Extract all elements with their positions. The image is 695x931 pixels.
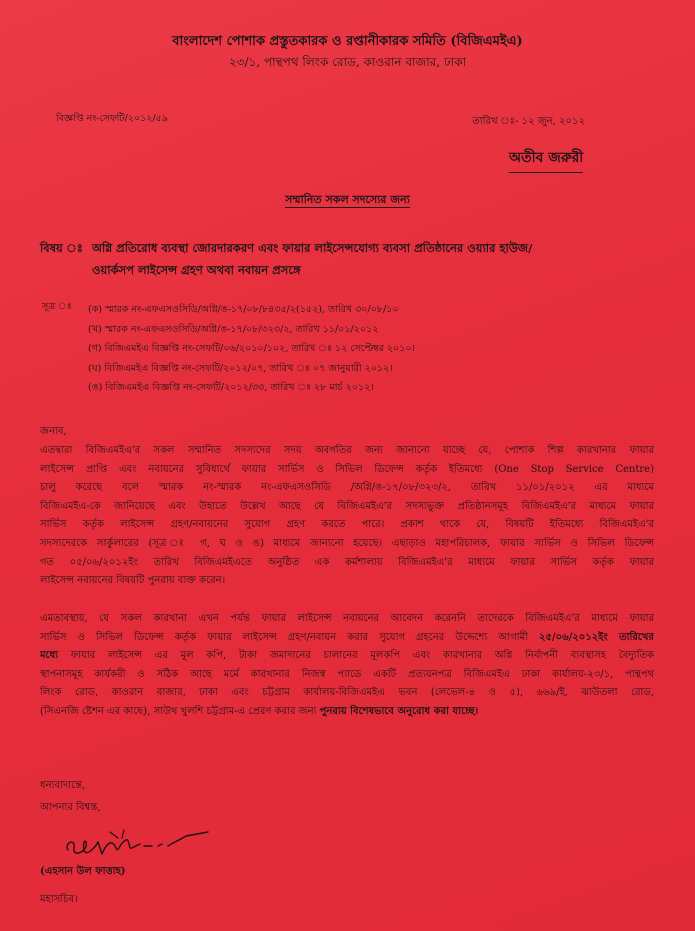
recipients-text: সম্মানিত সকল সদস্যের জন্য [285, 193, 410, 206]
recipients-heading [0, 191, 695, 210]
body-text: (সিএনজি ষ্টেশন এর কাছে), সাউথ খুলশি চট্টগ্রাম-এ প্রেরণ করার জন্য [40, 705, 320, 717]
salutation: জনাব, [40, 426, 67, 437]
org-name: বাংলাদেশ পোশাক প্রস্তুতকারক ও রপ্তানীকারক সমিতি (বিজিএমইএ) [172, 34, 523, 49]
signature-scribble [62, 824, 212, 864]
reference-item: (খ) স্মারক নং-এফএসওসিডি/অগ্নি/ঙ-১৭/০৮/৩২৩/২, তারিখ ১১/০১/২০১২ [88, 323, 379, 335]
notice-date: তারিখ ঃ- ১২ জুন, ২০১২ [472, 116, 585, 127]
body-paragraph-2 [40, 610, 654, 722]
org-address: ২৩/১, পান্থপথ লিংক রোড, কাওরান বাজার, ঢাকা [228, 55, 467, 69]
body-line: স্থাপনাসমূহ কার্যকরী ও সঠিক আছে মর্মে কারখানার নিজস্ব প্যাডে একটি প্রত্যয়নপত্র বিজিএমইএ ঢাকা কার্যালয়-২৩/১, পান্থপথ [40, 668, 654, 680]
deadline-date: ২৫/০৬/২০১২ইং তারিখের [539, 631, 654, 643]
signer-name: (এহসান উল ফাত্তাহ) [40, 866, 126, 877]
references-list [42, 300, 652, 398]
closing-yours: আপনার বিশ্বস্ত, [40, 802, 101, 813]
references-block [42, 300, 652, 398]
reference-item: (গ) বিজিএমইএ বিজ্ঞপ্তি নং-সেফটি/০৬/২০১০/১০২, তারিখ ঃ ১২ সেপ্টেম্বর ২০১০। [88, 343, 415, 354]
reference-item: (ঘ) বিজিএমইএ বিজ্ঞপ্তি নং-সেফটি/২০১২/০৭, তারিখ ঃ ০৭ জানুয়ারী ২০১২। [88, 362, 393, 374]
subject-block [40, 237, 680, 281]
subject-line-2: ওয়ার্কসপ লাইসেন্স গ্রহণ অথবা নবায়ন প্রসঙ্গে [92, 263, 301, 277]
body-text: সার্ভিস ও সিভিল ডিফেন্স কর্তৃক ফায়ার লাইসেন্স গ্রহণ/নবায়ন করার সুযোগ গ্রহনের উদ্দেশ্যে আগামী [40, 631, 539, 643]
subject-label: বিষয় ঃ [40, 241, 83, 255]
reference-number: বিজ্ঞপ্তি নং-সেফটি/২০১২/৫৯ [56, 113, 169, 124]
body-text: ফায়ার লাইসেন্স এর মূল কপি, টাকা জমাদানের চালানের মূলকপি এবং কারখানার অগ্নি নির্বাপনী ব্যবস্থাসহ বৈদ্যুতিক [58, 650, 654, 662]
body-line: লাইসেন্স প্রাপ্তি এবং নবায়নের সুবিধার্থে ফায়ার সার্ভিস ও সিভিল ডিফেন্স কর্তৃক ইতিমধ্যে (One Stop Service Centre) [40, 463, 654, 475]
signer-title: মহাসচিব। [40, 894, 78, 905]
body-paragraph-1 [40, 442, 654, 591]
body-line: লিংক রোড, কাওরান বাজার, ঢাকা এবং চট্টগ্রাম কার্যালয়-বিজিএমইএ ভবন (লেভেল-৪ ও ৫), ৬৬৯/ই, ঝাউতলা রোড, [40, 687, 654, 699]
body-line: বিজিএমইএ-কে জানিয়েছে এবং উহাতে উল্লেখ আছে যে বিজিএমইএ'র সদস্যভুক্ত প্রতিষ্ঠানসমূহ বিজিএমইএ'র মাধ্যমে ফায়ার [40, 500, 654, 512]
references-label: সূত্র ঃ [42, 301, 72, 312]
body-line [40, 647, 654, 666]
body-line: এতদ্বারা বিজিএমইএ'র সকল সম্মানিত সদস্যদের সদয় অবগতির জন্য জানানো যাচ্ছে যে, পোশাক শিল্প কারখানার ফায়ার [40, 445, 654, 456]
body-line: লাইসেন্স নবায়নের বিষয়টি পুনরায় ব্যক্ত করেন। [40, 575, 226, 587]
body-line: গত ০৫/০৬/২০১২ইং তারিখ বিজিএমইএতে অনুষ্ঠিত এক কর্মশালায় বিজিএমইএ'র মাধ্যমে ফায়ার সার্ভিস কর্তৃক ফায়ার [40, 556, 654, 568]
body-line: সদস্যদেরকে সার্কুলারের (সূত্র ঃ গ, ঘ ও ঙ) মাধ্যমে জানানো হয়েছে। এছাড়াও মহাপরিচালক, ফায়ার সার্ভিস ও সিভিল ডিফেন্স [40, 537, 654, 549]
body-line: এমতাবস্থায়, যে সকল কারখানা এখন পর্যন্ত ফায়ার লাইসেন্স নবায়নের আবেদন করেননি তাদেরকে বিজিএমইএ'র মাধ্যমে ফায়ার [40, 613, 654, 624]
closing-thanks: ধন্যবাদান্তে, [40, 780, 86, 791]
signature [62, 824, 212, 868]
reference-item: (ঙ) বিজিএমইএ বিজ্ঞপ্তি নং-সেফটি/২০১২/৩৩, তারিখ ঃ ২৮ মার্চ ২০১২। [88, 382, 374, 393]
deadline-suffix: মধ্যে [40, 650, 59, 662]
subject-line-1: অগ্নি প্রতিরোধ ব্যবস্থা জোরদারকরণ এবং ফায়ার লাইসেন্সযোগ্য ব্যবসা প্রতিষ্ঠানের ওয়্যার হাউজ/ [92, 241, 533, 255]
body-line: সার্ভিস কর্তৃক লাইসেন্স গ্রহণ/নবায়নের সুযোগ গ্রহণ করতে পারে। প্রকাশ থাকে যে, বিষয়টি ইতিমধ্যে বিজিএমইএ'র [40, 519, 654, 531]
request-emphasis: পুনরায় বিশেষভাবে অনুরোধ করা যাচ্ছে। [319, 705, 479, 717]
reference-item: (ক) স্মারক নং-এফএসওসিডি/অগ্নি/ঙ-১৭/০৮/৮৪৩৫/২(১৫২), তারিখ ৩০/০৮/১০ [88, 304, 399, 315]
body-line [40, 629, 654, 648]
urgency-label: অতীব জরুরী [509, 146, 583, 173]
body-line [40, 703, 654, 722]
body-line: চালু করেছে বলে স্মারক নং-স্মারক নং-এফএসওসিডি /অগ্নি/ঙ-১৭/০৮/৩২৩/২, তারিখ ১১/০১/২০১২ এর মাধ্যমে [40, 482, 654, 494]
